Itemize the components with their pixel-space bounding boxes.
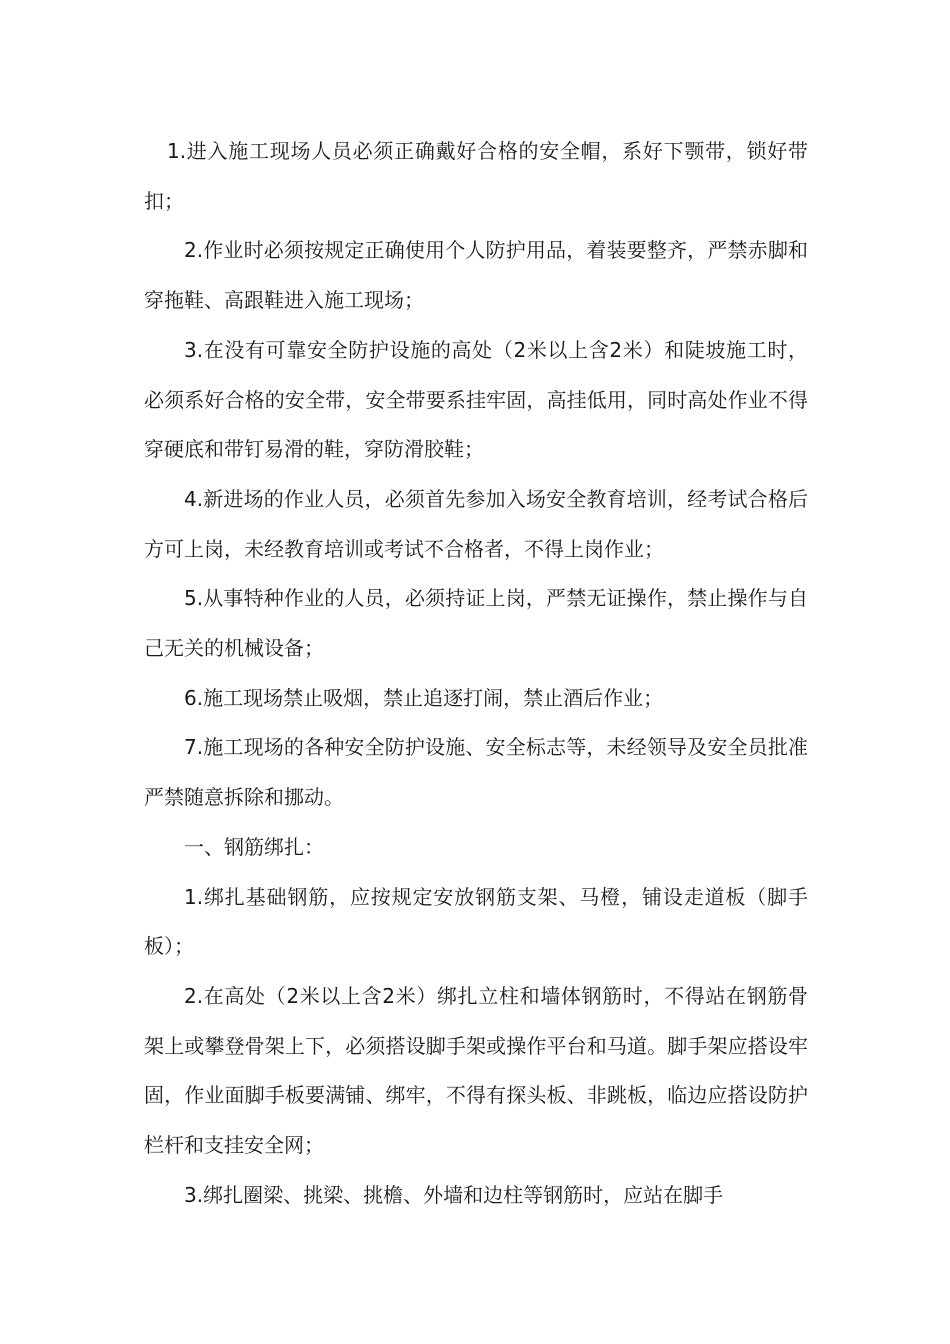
paragraph-9: 1.绑扎基础钢筋，应按规定安放钢筋支架、马橙，铺设走道板（脚手板）； [144,884,808,959]
section-heading: 一、钢筋绑扎： [184,834,324,859]
paragraph-2: 2.作业时必须按规定正确使用个人防护用品，着装要整齐，严禁赤脚和穿拖鞋、高跟鞋进入施工现场； [144,238,808,313]
paragraph-4: 4.新进场的作业人员，必须首先参加入场安全教育培训，经考试合格后方可上岗，未经教育培训或考试不合格者，不得上岗作业； [144,486,808,561]
document-body [144,127,808,1220]
paragraph-5: 5.从事特种作业的人员，必须持证上岗，严禁无证操作，禁止操作与自己无关的机械设备； [144,586,808,661]
paragraph-1: 1.进入施工现场人员必须正确戴好合格的安全帽，系好下颚带，锁好带扣； [144,139,808,213]
paragraph-6: 6.施工现场禁止吸烟，禁止追逐打闹，禁止酒后作业； [184,685,664,710]
paragraph-11: 3.绑扎圈梁、挑梁、挑檐、外墙和边柱等钢筋时，应站在脚手 [184,1182,724,1207]
paragraph-7: 7.施工现场的各种安全防护设施、安全标志等，未经领导及安全员批准严禁随意拆除和挪动。 [144,735,808,810]
paragraph-10: 2.在高处（2米以上含2米）绑扎立柱和墙体钢筋时，不得站在钢筋骨架上或攀登骨架上下，必须搭设脚手架或操作平台和马道。脚手架应搭设牢固，作业面脚手板要满铺、绑牢，不得有探头板、非跳板，临边应搭设防护栏杆和支挂安全网； [144,983,808,1158]
paragraph-3: 3.在没有可靠安全防护设施的高处（2米以上含2米）和陡坡施工时，必须系好合格的安全带，安全带要系挂牢固，高挂低用，同时高处作业不得穿硬底和带钉易滑的鞋，穿防滑胶鞋； [144,337,808,462]
